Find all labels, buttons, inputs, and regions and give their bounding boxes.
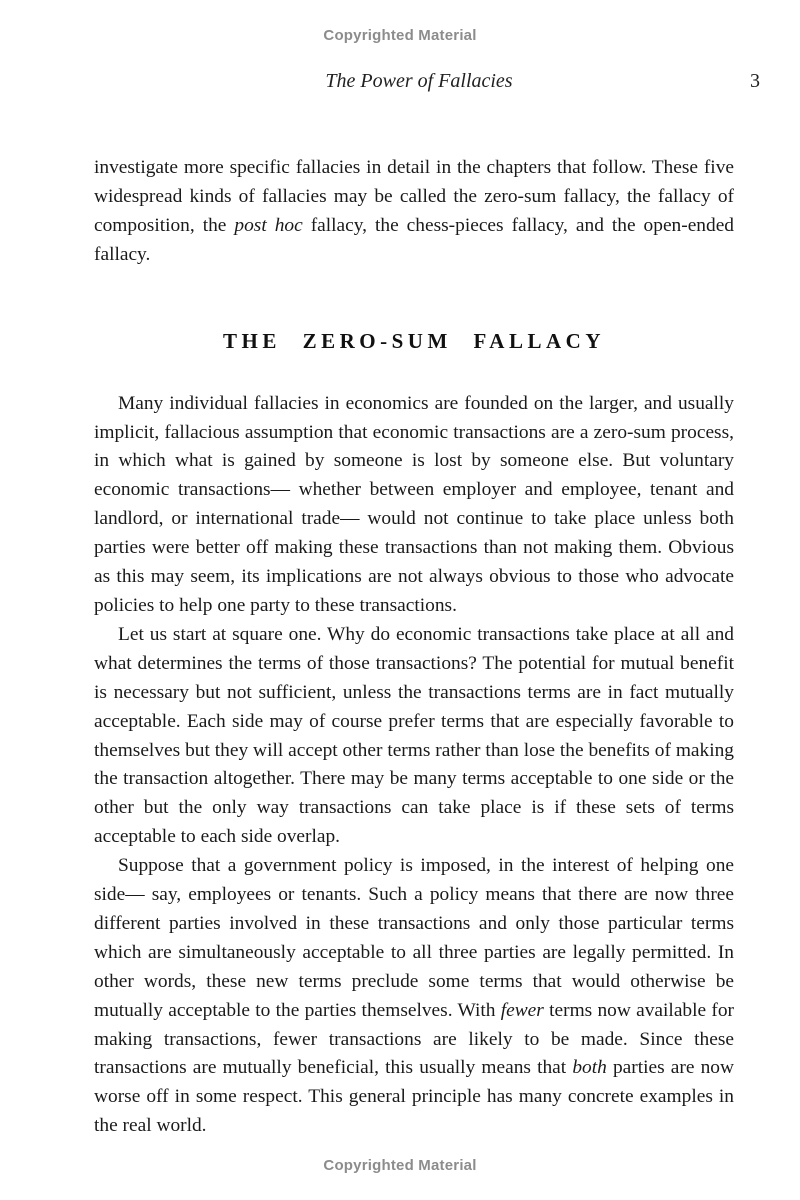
section-heading: THE ZERO-SUM FALLACY	[223, 328, 605, 353]
p3-text-b: terms now available for making transactions, fewer transactions are likely to be made. Since these transactions are mutually beneficial, this usually means that	[94, 999, 734, 1079]
intro-paragraph	[94, 154, 734, 270]
copyright-watermark-bottom: Copyrighted Material	[323, 1157, 477, 1174]
running-title: The Power of Fallacies	[325, 70, 513, 92]
p3-text-c: parties are now worse off in some respect. This general principle has many concrete examples in the real world.	[94, 1057, 735, 1137]
intro-italic-post-hoc: post hoc	[234, 214, 303, 236]
copyright-watermark-top: Copyrighted Material	[323, 27, 477, 44]
page-body	[94, 154, 734, 1141]
body-paragraph-3	[94, 852, 734, 1141]
p3-italic-both: both	[572, 1057, 607, 1079]
body-paragraph-1: Many individual fallacies in economics are founded on the larger, and usually implicit, fallacious assumption that economic transactions are a zero-sum process, in which what is gained by someone is lost by someone else. But voluntary economic transactions— whether between employer and employee, tenant and landlord, or international trade— would not continue to take place unless both parties were better off making these transactions than not making them. Obvious as this may seem, its implications are not always obvious to those who advocate policies to help one party to these transactions.	[94, 392, 734, 616]
running-header	[0, 70, 800, 96]
body-paragraph-2: Let us start at square one. Why do economic transactions take place at all and what determines the terms of those transactions? The potential for mutual benefit is necessary but not sufficient, unless the transactions terms are in fact mutually acceptable. Each side may of course prefer terms that are especially favorable to themselves but they will accept other terms rather than lose the benefits of making the transaction altogether. There may be many terms acceptable to one side or the other but the only way transactions can take place is if these sets of terms acceptable to each side overlap.	[94, 623, 734, 848]
intro-text-1: investigate more specific fallacies in detail in the chapters that follow. These five widespread kinds of fallacies may be called the zero-sum fallacy, the fallacy of composition, the	[94, 157, 734, 236]
page-number: 3	[750, 70, 760, 92]
intro-text-2: fallacy, the chess-pieces fallacy, and the open-ended fallacy.	[94, 214, 734, 265]
p3-italic-fewer: fewer	[500, 999, 544, 1021]
p3-text-a: Suppose that a government policy is imposed, in the interest of helping one side— say, employees or tenants. Such a policy means that there are now three different parties involved in these transactions and only those particular terms which are simultaneously acceptable to all three parties are legally permitted. In other words, these new terms preclude some terms that would otherwise be mutually acceptable to the parties themselves. With	[94, 855, 734, 1021]
